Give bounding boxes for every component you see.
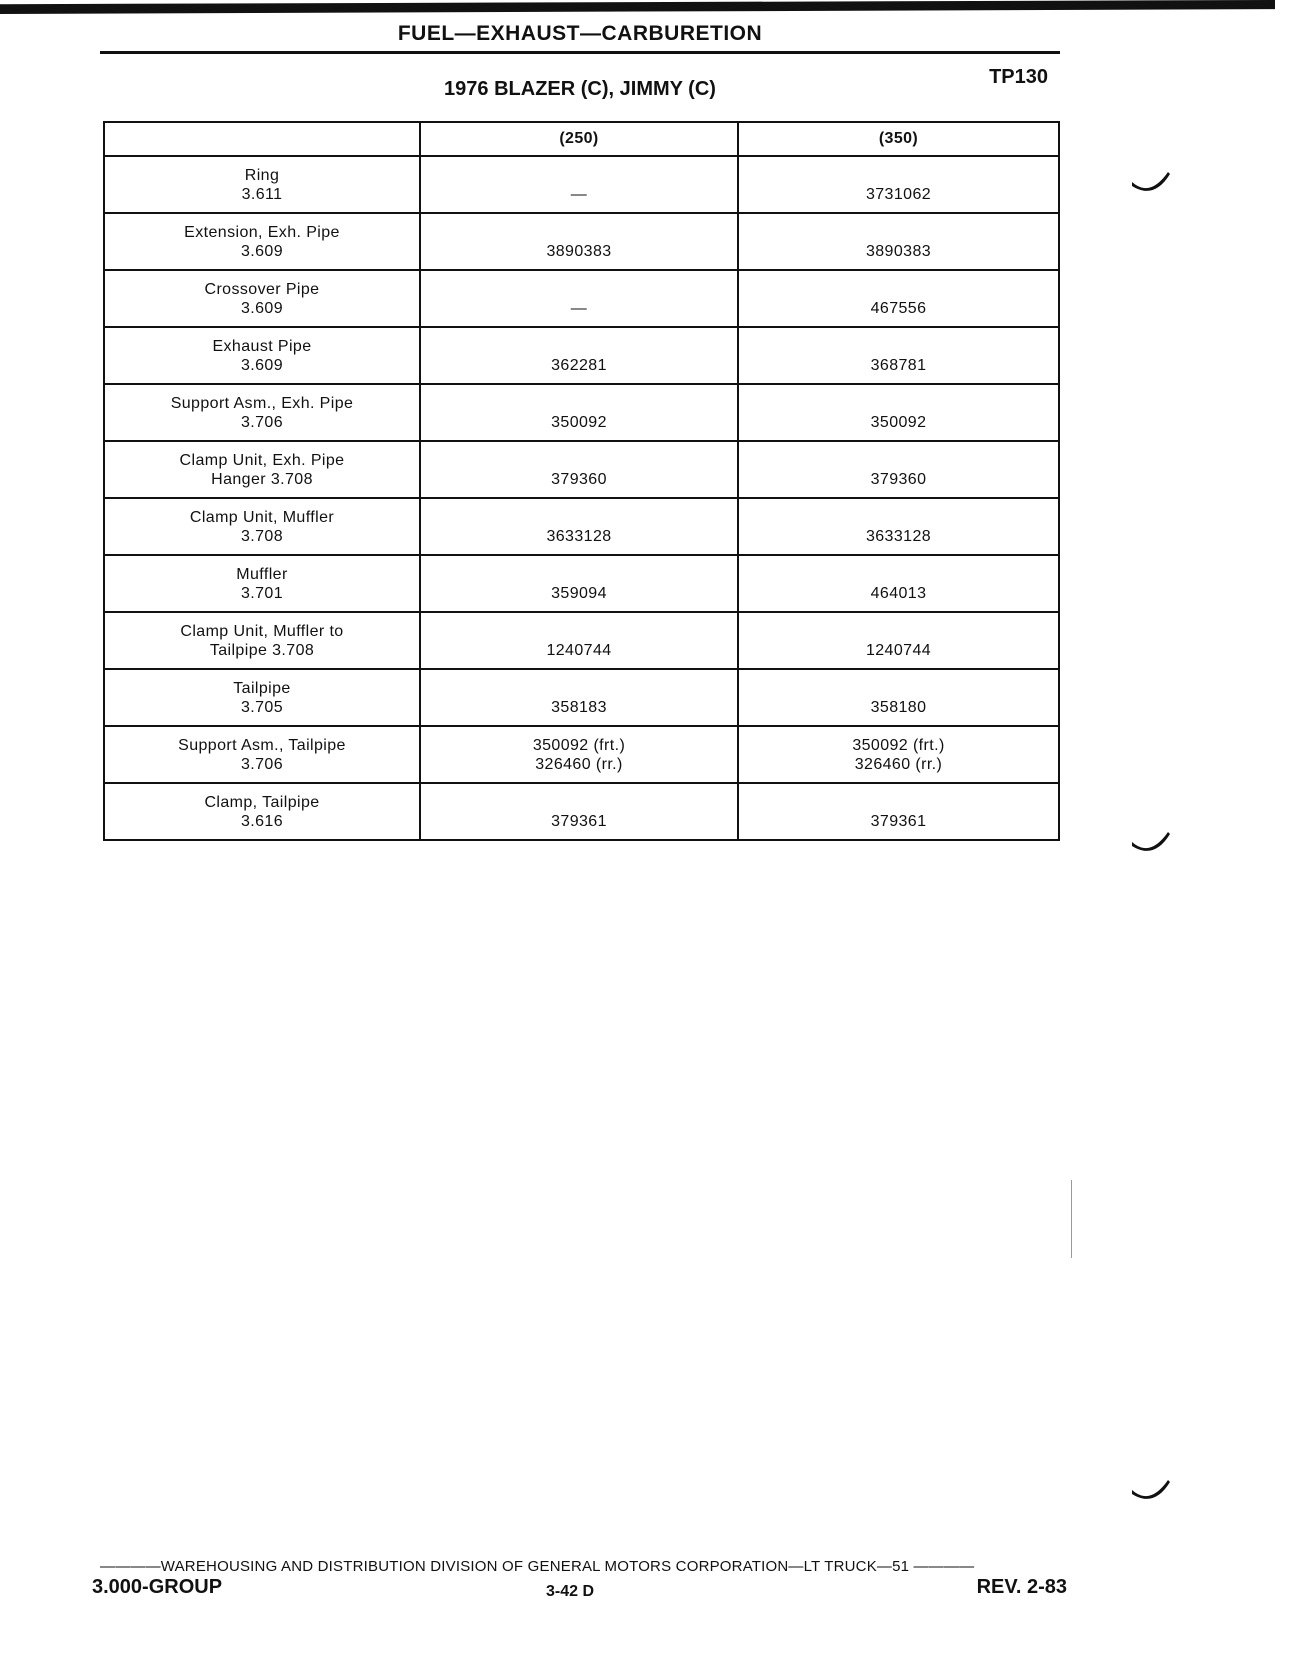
part-section: 3.609 [240,242,284,260]
part-number: — [570,186,588,203]
table-row [104,213,1059,270]
part-description-cell [104,669,420,726]
table-body [104,156,1059,840]
top-border-rule [0,0,1275,14]
table-row [104,327,1059,384]
part-description-cell [104,270,420,327]
part-description-cell [104,498,420,555]
part-number: 379361 [551,813,607,830]
part-number: 3890383 [865,243,932,260]
part-name: Extension, Exh. Pipe [184,223,340,241]
part-number: 350092 (frt.) [852,737,945,754]
footer-page-number: 3-42 D [546,1583,595,1600]
part-number-350-cell [738,270,1059,327]
part-description-cell [104,441,420,498]
part-number-350-cell [738,441,1059,498]
part-section: 3.706 [240,413,284,431]
part-section: 3.705 [240,698,284,716]
table-row [104,384,1059,441]
part-number: 379360 [870,471,927,488]
part-section: 3.609 [240,356,284,374]
part-number: 350092 [551,414,607,431]
table-row [104,498,1059,555]
part-number-350-cell [738,726,1059,783]
parts-table [103,121,1060,841]
part-description-cell [104,783,420,840]
page-code: TP130 [989,66,1048,88]
part-number: 359094 [551,585,607,602]
table-row [104,441,1059,498]
part-number-350-cell [738,498,1059,555]
part-name: Crossover Pipe [204,280,320,298]
part-number-250-cell [420,783,738,840]
table-row [104,726,1059,783]
part-name: Clamp Unit, Muffler [189,508,335,526]
part-number-250-cell [420,384,738,441]
part-number-250-cell [420,612,738,669]
part-name: Support Asm., Tailpipe [178,736,346,754]
part-name: Clamp, Tailpipe [204,793,320,811]
table-row [104,156,1059,213]
part-number: 3731062 [865,186,932,203]
part-number: 350092 [870,414,927,431]
margin-mark [1071,1180,1072,1258]
footer-revision: REV. 2-83 [976,1576,1067,1598]
table-row [104,612,1059,669]
part-section: 3.706 [240,755,284,773]
part-number: 350092 (frt.) [532,737,626,754]
part-section: 3.609 [240,299,284,317]
part-number: 368781 [870,357,927,374]
part-name: Tailpipe [233,679,291,697]
part-section: 3.616 [240,812,284,830]
part-description-cell [104,612,420,669]
part-number-350-cell [738,555,1059,612]
part-name: Clamp Unit, Muffler to [180,622,344,640]
part-number: 3633128 [546,528,612,545]
part-name: Support Asm., Exh. Pipe [170,394,354,412]
part-number: 379361 [870,813,927,830]
part-description-cell [104,384,420,441]
part-number: — [570,300,588,317]
part-description-cell [104,213,420,270]
part-section: 3.708 [240,527,284,545]
binder-hole-mark-icon [1130,1476,1172,1504]
part-number: 3633128 [865,528,932,545]
table-header-row [104,122,1059,156]
part-name: Clamp Unit, Exh. Pipe [179,451,345,469]
column-header-350: (350) [738,122,1059,156]
part-number: 1240744 [865,642,932,659]
part-number-250-cell [420,441,738,498]
part-number: 1240744 [546,642,612,659]
part-section: 3.701 [240,584,284,602]
part-number-350-cell [738,213,1059,270]
part-number: 326460 (rr.) [854,756,943,773]
part-number: 358180 [870,699,927,716]
column-header-250: (250) [420,122,738,156]
part-number-250-cell [420,669,738,726]
table-row [104,555,1059,612]
table-row [104,669,1059,726]
part-description-cell [104,726,420,783]
binder-hole-mark-icon [1130,168,1172,196]
section-title: FUEL—EXHAUST—CARBURETION [397,22,763,45]
part-number-250-cell [420,156,738,213]
part-number: 464013 [870,585,927,602]
part-number-350-cell [738,783,1059,840]
part-number-350-cell [738,156,1059,213]
part-number-350-cell [738,327,1059,384]
part-number: 362281 [551,357,607,374]
part-number-350-cell [738,669,1059,726]
part-number: 358183 [551,699,607,716]
part-number-250-cell [420,213,738,270]
part-number: 467556 [870,300,927,317]
part-name: Exhaust Pipe [212,337,312,355]
part-number: 379360 [551,471,607,488]
part-number-250-cell [420,327,738,384]
part-section: Tailpipe 3.708 [209,641,315,659]
part-number-250-cell [420,498,738,555]
part-number-250-cell [420,555,738,612]
part-number-250-cell [420,726,738,783]
part-description-cell [104,327,420,384]
part-number: 326460 (rr.) [535,756,623,773]
vehicle-subtitle: 1976 BLAZER (C), JIMMY (C) [444,78,716,100]
table-row [104,270,1059,327]
part-name: Ring [244,166,280,184]
part-description-cell [104,555,420,612]
part-section: Hanger 3.708 [211,470,313,488]
footer-publisher-line: ————WAREHOUSING AND DISTRIBUTION DIVISION OF GENERAL MOTORS CORPORATION—LT TRUCK—51 ———— [100,1558,975,1575]
part-description-cell [104,156,420,213]
footer-group: 3.000-GROUP [92,1576,223,1598]
part-number-350-cell [738,384,1059,441]
part-number-350-cell [738,612,1059,669]
binder-hole-mark-icon [1130,828,1172,856]
part-number: 3890383 [546,243,612,260]
section-divider [100,51,1060,54]
part-section: 3.611 [241,185,283,203]
part-number-250-cell [420,270,738,327]
column-header-description [104,122,420,156]
part-name: Muffler [236,565,288,583]
table-row [104,783,1059,840]
